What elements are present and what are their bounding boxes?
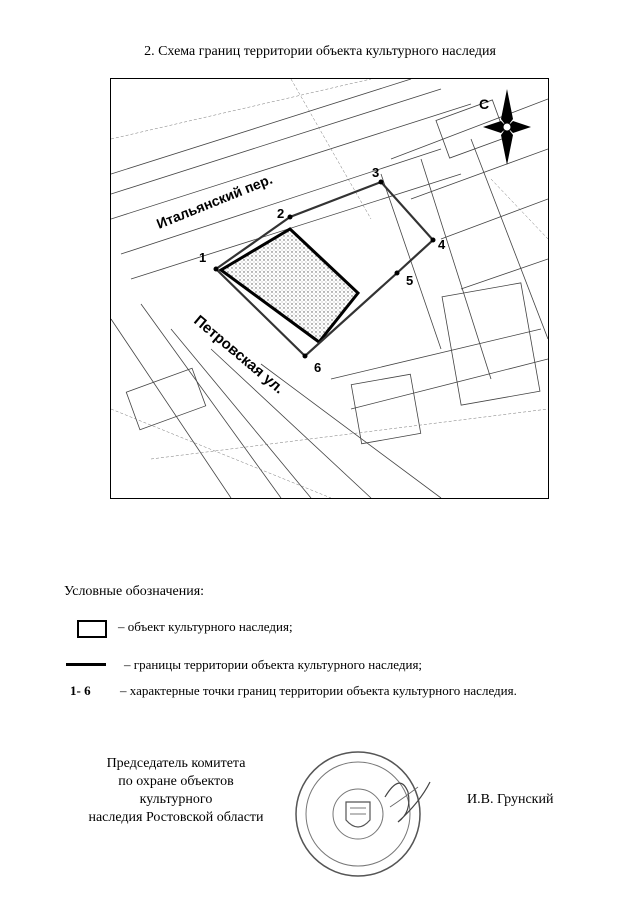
- street-label-petrovskaya: Петровская ул.: [190, 312, 288, 398]
- page-title: 2. Схема границ территории объекта культурного наследия: [144, 44, 496, 59]
- point-label-5: 5: [406, 273, 414, 288]
- legend-boundary-label: – границы территории объекта культурного наследия;: [124, 657, 423, 672]
- official-seal-stamp: [290, 742, 440, 892]
- signatory-position: [84, 755, 268, 827]
- legend-boundary-symbol: [66, 663, 106, 666]
- signatory-position-line-1: Председатель комитета: [106, 756, 246, 771]
- legend-object-symbol: [77, 620, 107, 638]
- handwritten-signature: [385, 782, 430, 822]
- point-label-3: 3: [372, 165, 380, 180]
- point-label-2: 2: [277, 206, 285, 221]
- signatory-position-line-3: наследия Ростовской области: [88, 810, 264, 825]
- legend-object-label: – объект культурного наследия;: [118, 619, 293, 634]
- street-label-italian: Итальянский пер.: [154, 170, 275, 232]
- signatory-position-line-2: по охране объектов культурного: [118, 774, 234, 807]
- legend-points-label: – характерные точки границ территории объекта культурного наследия.: [120, 683, 517, 698]
- north-label: С: [479, 96, 490, 112]
- signatory-name: И.В. Грунский: [467, 792, 554, 807]
- heritage-object-outline: [221, 229, 358, 342]
- legend-points-symbol: 1- 6: [70, 683, 91, 698]
- point-label-1: 1: [199, 250, 207, 265]
- point-label-4: 4: [438, 237, 446, 252]
- legend-heading: Условные обозначения:: [64, 584, 205, 599]
- site-map: [110, 78, 549, 499]
- point-label-6: 6: [314, 360, 322, 375]
- cadastral-map-drawing: [111, 79, 548, 498]
